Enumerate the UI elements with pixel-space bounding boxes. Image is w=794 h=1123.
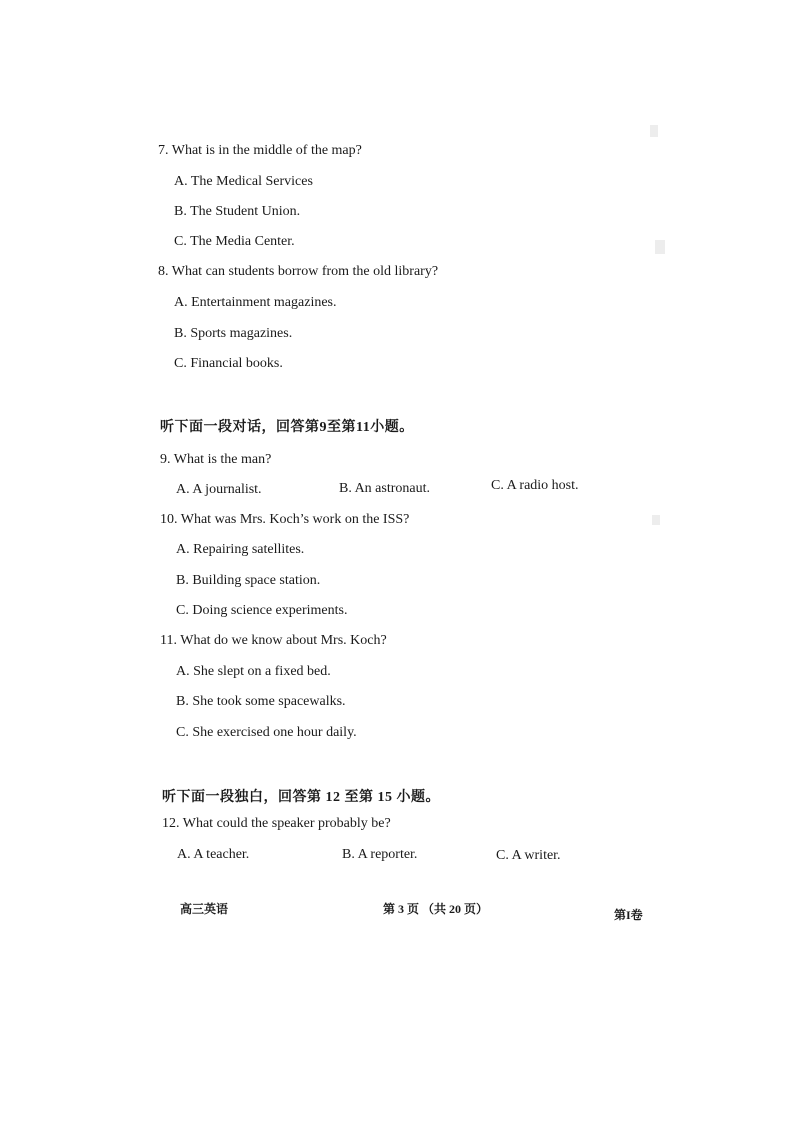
section-heading-monologue: 听下面一段独白，回答第 12 至第 15 小题。	[162, 790, 440, 805]
question-stem-11: 11. What do we know about Mrs. Koch?	[160, 633, 387, 648]
option-11b: B. She took some spacewalks.	[176, 694, 346, 709]
question-stem-10: 10. What was Mrs. Koch’s work on the ISS?	[160, 512, 410, 527]
option-12a: A. A teacher.	[177, 847, 250, 862]
option-7a: A. The Medical Services	[174, 174, 313, 189]
section-heading-dialogue: 听下面一段对话，回答第9至第11小题。	[160, 420, 414, 435]
option-10a: A. Repairing satellites.	[176, 542, 305, 557]
question-stem-7: 7. What is in the middle of the map?	[158, 143, 362, 158]
scan-smudge	[650, 125, 658, 137]
question-stem-8: 8. What can students borrow from the old library?	[158, 264, 439, 279]
scan-smudge	[652, 515, 660, 525]
option-12c: C. A writer.	[496, 848, 561, 863]
option-8c: C. Financial books.	[174, 356, 283, 371]
option-7b: B. The Student Union.	[174, 204, 301, 219]
option-7c: C. The Media Center.	[174, 234, 295, 249]
footer-subject: 高三英语	[180, 902, 229, 916]
scan-smudge	[655, 240, 665, 254]
option-11c: C. She exercised one hour daily.	[176, 725, 357, 740]
option-9c: C. A radio host.	[491, 478, 579, 493]
option-9b: B. An astronaut.	[339, 481, 430, 496]
footer-page-number: 第 3 页 （共 20 页）	[383, 902, 489, 916]
option-10b: B. Building space station.	[176, 573, 321, 588]
option-10c: C. Doing science experiments.	[176, 603, 348, 618]
option-12b: B. A reporter.	[342, 847, 418, 862]
footer-volume: 第I卷	[614, 908, 643, 922]
option-8b: B. Sports magazines.	[174, 326, 293, 341]
option-11a: A. She slept on a fixed bed.	[176, 664, 331, 679]
question-stem-9: 9. What is the man?	[160, 452, 272, 467]
option-8a: A. Entertainment magazines.	[174, 295, 337, 310]
question-stem-12: 12. What could the speaker probably be?	[162, 816, 391, 831]
option-9a: A. A journalist.	[176, 482, 262, 497]
